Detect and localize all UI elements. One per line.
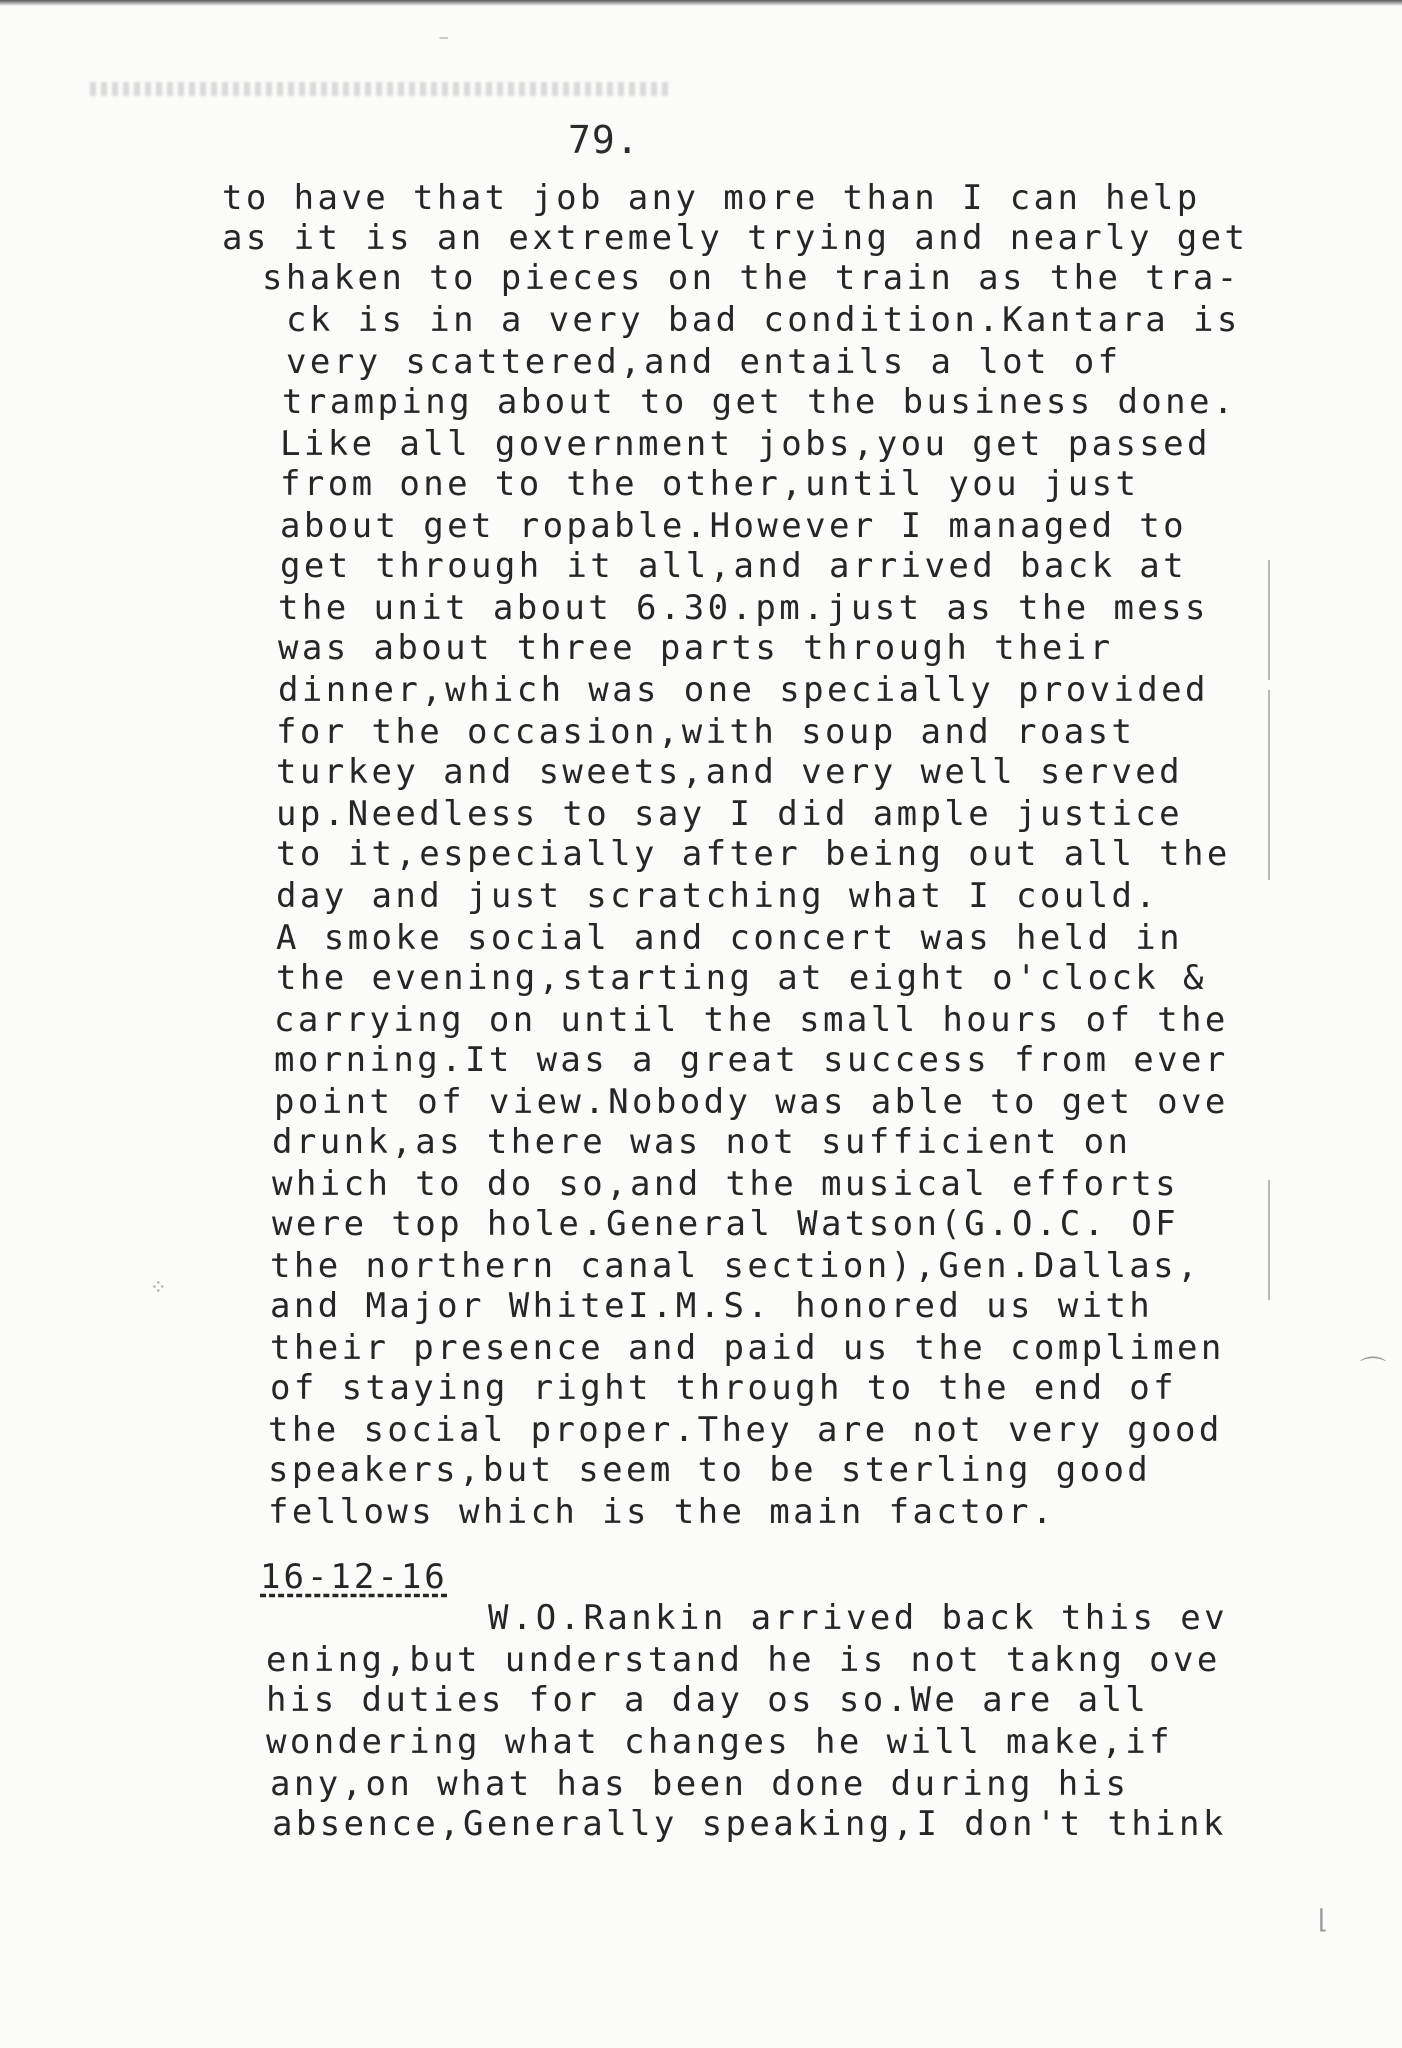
text-line: ck is in a very bad condition.Kantara is: [286, 300, 1241, 340]
text-line: and Major WhiteI.M.S. honored us with: [270, 1286, 1154, 1326]
text-line: dinner,which was one specially provided: [278, 670, 1209, 710]
text-line: as it is an extremely trying and nearly get: [222, 218, 1249, 258]
text-line: up.Needless to say I did ample justice: [276, 794, 1184, 834]
text-line: wondering what changes he will make,if: [266, 1722, 1174, 1762]
margin-mark: ⁻: [438, 30, 450, 55]
text-line: speakers,but seem to be sterling good: [268, 1450, 1152, 1490]
text-line: Like all government jobs,you get passed: [280, 424, 1211, 464]
text-line: their presence and paid us the complimen: [270, 1328, 1225, 1368]
text-line: his duties for a day os so.We are all: [266, 1680, 1150, 1720]
text-line: to have that job any more than I can help: [222, 178, 1201, 218]
text-line: day and just scratching what I could.: [276, 876, 1160, 916]
text-line: any,on what has been done during his: [270, 1764, 1130, 1804]
text-line: from one to the other,until you just: [280, 464, 1140, 504]
text-line: the northern canal section),Gen.Dallas,: [270, 1246, 1201, 1286]
margin-mark: ⌒: [1360, 1356, 1387, 1386]
text-line: drunk,as there was not sufficient on: [272, 1122, 1132, 1162]
right-margin-rule: [1268, 1180, 1270, 1300]
text-line: very scattered,and entails a lot of: [286, 342, 1122, 382]
text-line: the social proper.They are not very good: [268, 1410, 1223, 1450]
text-line: get through it all,and arrived back at: [280, 546, 1188, 586]
right-margin-rule: [1268, 560, 1270, 680]
text-line: of staying right through to the end of: [270, 1368, 1178, 1408]
text-line: fellows which is the main factor.: [268, 1492, 1056, 1532]
text-line: point of view.Nobody was able to get ove: [274, 1082, 1229, 1122]
text-line: was about three parts through their: [278, 628, 1114, 668]
text-line: A smoke social and concert was held in: [276, 918, 1184, 958]
text-line: carrying on until the small hours of the: [274, 1000, 1229, 1040]
text-line: to it,especially after being out all the: [276, 834, 1231, 874]
page-number: 79.: [568, 118, 640, 162]
right-margin-rule: [1268, 690, 1270, 880]
text-line: for the occasion,with soup and roast: [276, 712, 1136, 752]
text-line: ening,but understand he is not takng ove: [266, 1640, 1221, 1680]
text-line: tramping about to get the business done.: [282, 382, 1237, 422]
text-line: W.O.Rankin arrived back this ev: [488, 1598, 1228, 1638]
margin-mark: ⌊: [1318, 1905, 1329, 1935]
text-line: the unit about 6.30.pm.just as the mess: [278, 588, 1209, 628]
text-line: about get ropable.However I managed to: [280, 506, 1188, 546]
margin-mark: ⁘: [150, 1275, 167, 1299]
text-line: morning.It was a great success from ever: [274, 1040, 1229, 1080]
text-line: turkey and sweets,and very well served: [276, 752, 1184, 792]
text-line: absence,Generally speaking,I don't think: [272, 1804, 1227, 1844]
text-line: were top hole.General Watson(G.O.C. OF: [272, 1204, 1180, 1244]
text-line: shaken to pieces on the train as the tra-: [262, 258, 1241, 298]
text-line: which to do so,and the musical efforts: [272, 1164, 1180, 1204]
text-line: the evening,starting at eight o'clock &: [276, 958, 1207, 998]
date-heading: 16-12-16: [260, 1557, 448, 1597]
